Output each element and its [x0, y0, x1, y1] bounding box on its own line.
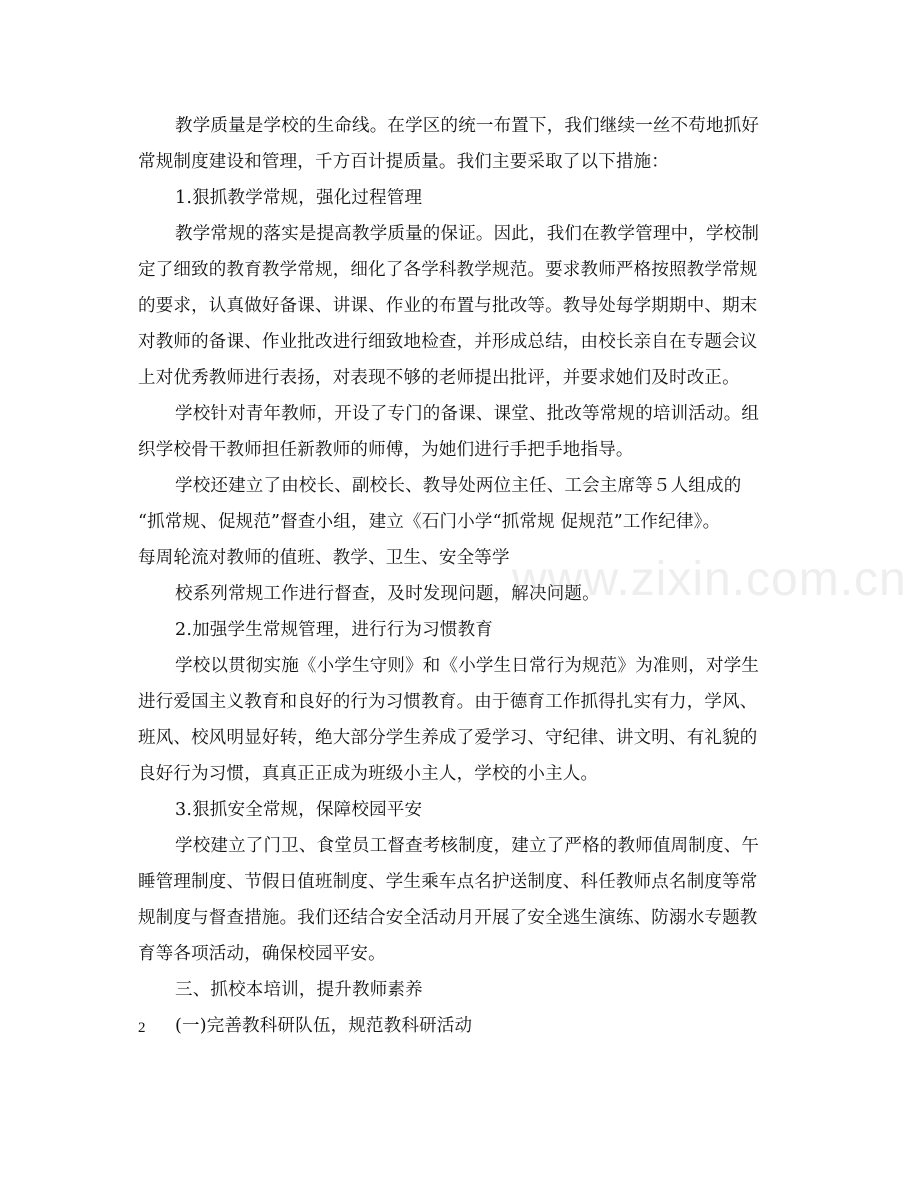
watermark: www.zixin.com.cn	[512, 553, 907, 606]
text-line: 教学质量是学校的生命线。在学区的统一布置下，我们继续一丝不苟地抓好	[175, 116, 760, 136]
document-body	[138, 114, 788, 1050]
text-line: 1.狠抓教学常规，强化过程管理	[175, 188, 423, 208]
text-line: 织学校骨干教师担任新教师的师傅，为她们进行手把手地指导。	[138, 440, 634, 460]
text-line: 的要求，认真做好备课、讲课、作业的布置与批改等。教导处每学期期中、期末	[138, 296, 758, 316]
text-line: 学校还建立了由校长、副校长、教导处两位主任、工会主席等５人组成的	[175, 476, 742, 496]
text-line: 育等各项活动，确保校园平安。	[138, 944, 386, 964]
text-line: 教学常规的落实是提高教学质量的保证。因此，我们在教学管理中，学校制	[175, 224, 760, 244]
text-line: 每周轮流对教师的值班、教学、卫生、安全等学	[138, 548, 510, 568]
text-line: 对教师的备课、作业批改进行细致地检查，并形成总结，由校长亲自在专题会议	[138, 332, 758, 352]
text-line: (一)完善教科研队伍，规范教科研活动	[175, 1016, 473, 1036]
page-number: 2	[138, 1020, 146, 1036]
text-line: 良好行为习惯，真真正正成为班级小主人，学校的小主人。	[138, 764, 599, 784]
text-line: 常规制度建设和管理，千方百计提质量。我们主要采取了以下措施：	[138, 152, 669, 172]
text-line: 学校针对青年教师，开设了专门的备课、课堂、批改等常规的培训活动。组	[175, 404, 760, 424]
text-line: 定了细致的教育教学常规，细化了各学科教学规范。要求教师严格按照教学常规	[138, 260, 758, 280]
text-line: “抓常规、促规范”督查小组，建立《石门小学“抓常规 促规范”工作纪律》。	[138, 512, 721, 532]
text-line: 3.狠抓安全常规，保障校园平安	[175, 800, 423, 820]
text-line: 学校以贯彻实施《小学生守则》和《小学生日常行为规范》为准则，对学生	[175, 656, 760, 676]
text-line: 校系列常规工作进行督查，及时发现问题，解决问题。	[175, 584, 600, 604]
text-line: 睡管理制度、节假日值班制度、学生乘车点名护送制度、科任教师点名制度等常	[138, 872, 758, 892]
text-line: 学校建立了门卫、食堂员工督查考核制度，建立了严格的教师值周制度、午	[175, 836, 760, 856]
text-line: 进行爱国主义教育和良好的行为习惯教育。由于德育工作抓得扎实有力，学风、	[138, 692, 758, 712]
text-line: 上对优秀教师进行表扬，对表现不够的老师提出批评，并要求她们及时改正。	[138, 368, 740, 388]
text-line: 2.加强学生常规管理，进行行为习惯教育	[175, 620, 493, 640]
text-line: 三、抓校本培训，提升教师素养	[175, 980, 423, 1000]
text-line: 班风、校风明显好转，绝大部分学生养成了爱学习、守纪律、讲文明、有礼貌的	[138, 728, 758, 748]
text-line: 规制度与督查措施。我们还结合安全活动月开展了安全逃生演练、防溺水专题教	[138, 908, 758, 928]
